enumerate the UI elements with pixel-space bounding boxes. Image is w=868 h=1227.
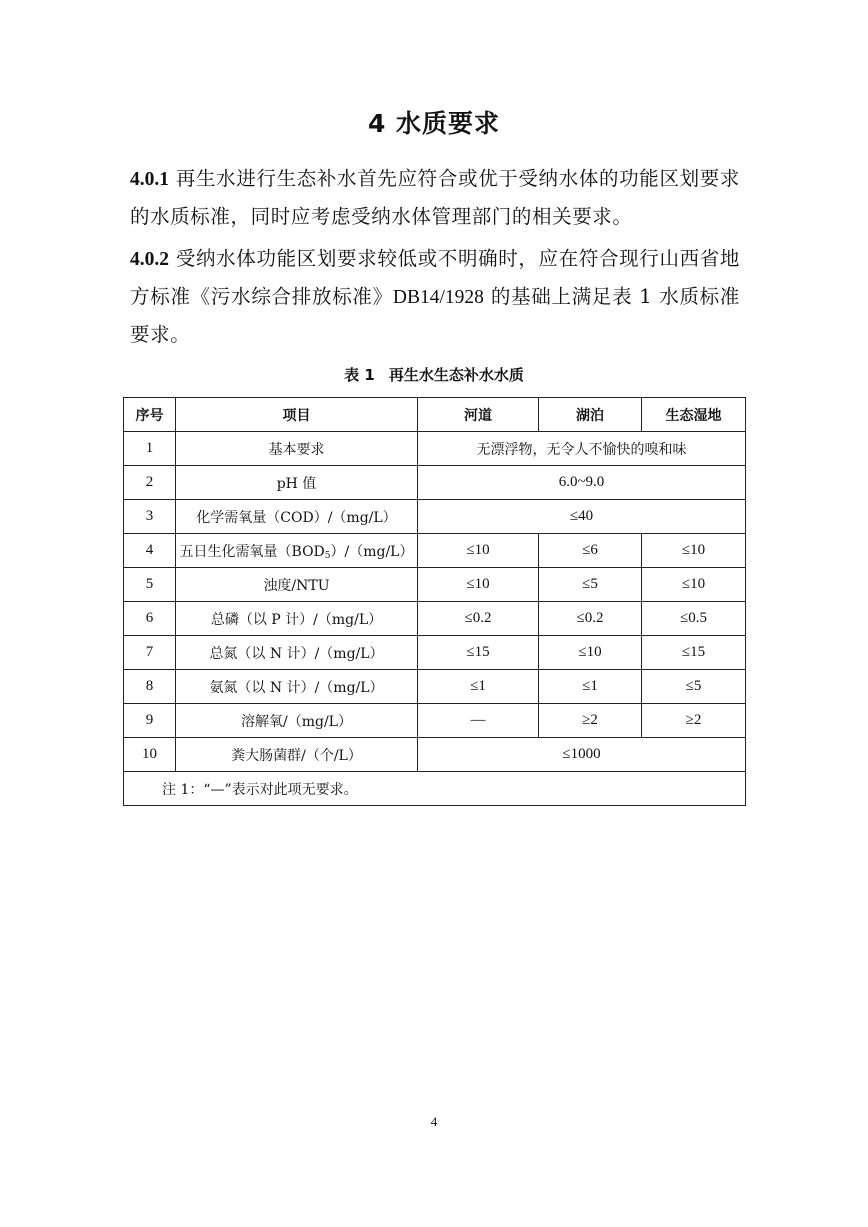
- table-row: [124, 534, 746, 568]
- clause-4-0-2: [130, 240, 740, 353]
- cell-no: 4: [124, 534, 176, 568]
- cell-no: 3: [124, 500, 176, 534]
- table-row: [124, 568, 746, 602]
- table-caption: [0, 362, 868, 388]
- cell-no: 1: [124, 432, 176, 466]
- table-row: [124, 738, 746, 772]
- cell-item: [176, 534, 418, 568]
- item-main: 五日生化需氧量（BOD: [179, 543, 325, 560]
- header-no: 序号: [124, 398, 176, 432]
- standard-reference: DB14/1928: [392, 287, 484, 308]
- clause-text-tail: 的基础上满足表 1 水质标准要求。: [130, 285, 740, 346]
- table-row: [124, 704, 746, 738]
- cell-item: 化学需氧量（COD）/（mg/L）: [176, 500, 418, 534]
- clause-number: 4.0.1: [130, 169, 169, 190]
- clause-text: 再生水进行生态补水首先应符合或优于受纳水体的功能区划要求的水质标准，同时应考虑受纳水体管理部门的相关要求。: [130, 167, 740, 228]
- cell-river: ≤15: [418, 636, 539, 670]
- header-river: 河道: [418, 398, 539, 432]
- table-row: [124, 670, 746, 704]
- cell-no: 5: [124, 568, 176, 602]
- section-title: 4 水质要求: [367, 109, 501, 138]
- cell-merged-value: ≤40: [418, 500, 746, 534]
- cell-merged-value: 6.0~9.0: [418, 466, 746, 500]
- cell-wetland: ≤5: [642, 670, 746, 704]
- cell-wetland: ≤10: [642, 568, 746, 602]
- page-number: 4: [430, 1114, 438, 1129]
- cell-no: 10: [124, 738, 176, 772]
- cell-wetland: ≥2: [642, 704, 746, 738]
- cell-item: pH 值: [176, 466, 418, 500]
- table-header-row: [124, 398, 746, 432]
- item-tail: ）/（mg/L）: [330, 543, 414, 560]
- clause-text: 受纳水体功能区划要求较低或不明确时，应在符合现行山西省地方标准《污水综合排放标准》: [130, 247, 740, 308]
- clause-number: 4.0.2: [130, 249, 169, 270]
- cell-river: ≤10: [418, 568, 539, 602]
- table-note: 注 1：“—”表示对此项无要求。: [124, 772, 746, 806]
- table-caption-title: 再生水生态补水水质: [388, 366, 524, 384]
- table-note-row: [124, 772, 746, 806]
- item-subscript: 5: [324, 550, 331, 561]
- header-wetland: 生态湿地: [642, 398, 746, 432]
- table-row: [124, 602, 746, 636]
- cell-item: 氨氮（以 N 计）/（mg/L）: [176, 670, 418, 704]
- cell-no: 7: [124, 636, 176, 670]
- table-caption-number: 表 1: [344, 366, 375, 384]
- table-row: [124, 466, 746, 500]
- header-item: 项目: [176, 398, 418, 432]
- cell-no: 9: [124, 704, 176, 738]
- cell-merged-value: 无漂浮物，无令人不愉快的嗅和味: [418, 432, 746, 466]
- cell-item: 溶解氧/（mg/L）: [176, 704, 418, 738]
- table-row: [124, 500, 746, 534]
- table-row: [124, 432, 746, 466]
- cell-wetland: ≤0.5: [642, 602, 746, 636]
- cell-no: 6: [124, 602, 176, 636]
- cell-item: 基本要求: [176, 432, 418, 466]
- cell-item: 粪大肠菌群/（个/L）: [176, 738, 418, 772]
- cell-river: ≤0.2: [418, 602, 539, 636]
- table-row: [124, 636, 746, 670]
- cell-item: 总磷（以 P 计）/（mg/L）: [176, 602, 418, 636]
- cell-lake: ≥2: [539, 704, 642, 738]
- cell-wetland: ≤10: [642, 534, 746, 568]
- cell-wetland: ≤15: [642, 636, 746, 670]
- cell-merged-value: ≤1000: [418, 738, 746, 772]
- cell-no: 8: [124, 670, 176, 704]
- cell-item: 浊度/NTU: [176, 568, 418, 602]
- cell-lake: ≤0.2: [539, 602, 642, 636]
- cell-lake: ≤1: [539, 670, 642, 704]
- cell-lake: ≤10: [539, 636, 642, 670]
- clause-4-0-1: [130, 160, 740, 235]
- cell-river: —: [418, 704, 539, 738]
- cell-item: 总氮（以 N 计）/（mg/L）: [176, 636, 418, 670]
- cell-lake: ≤5: [539, 568, 642, 602]
- cell-lake: ≤6: [539, 534, 642, 568]
- water-quality-table: [123, 397, 746, 806]
- cell-river: ≤10: [418, 534, 539, 568]
- cell-no: 2: [124, 466, 176, 500]
- cell-river: ≤1: [418, 670, 539, 704]
- header-lake: 湖泊: [539, 398, 642, 432]
